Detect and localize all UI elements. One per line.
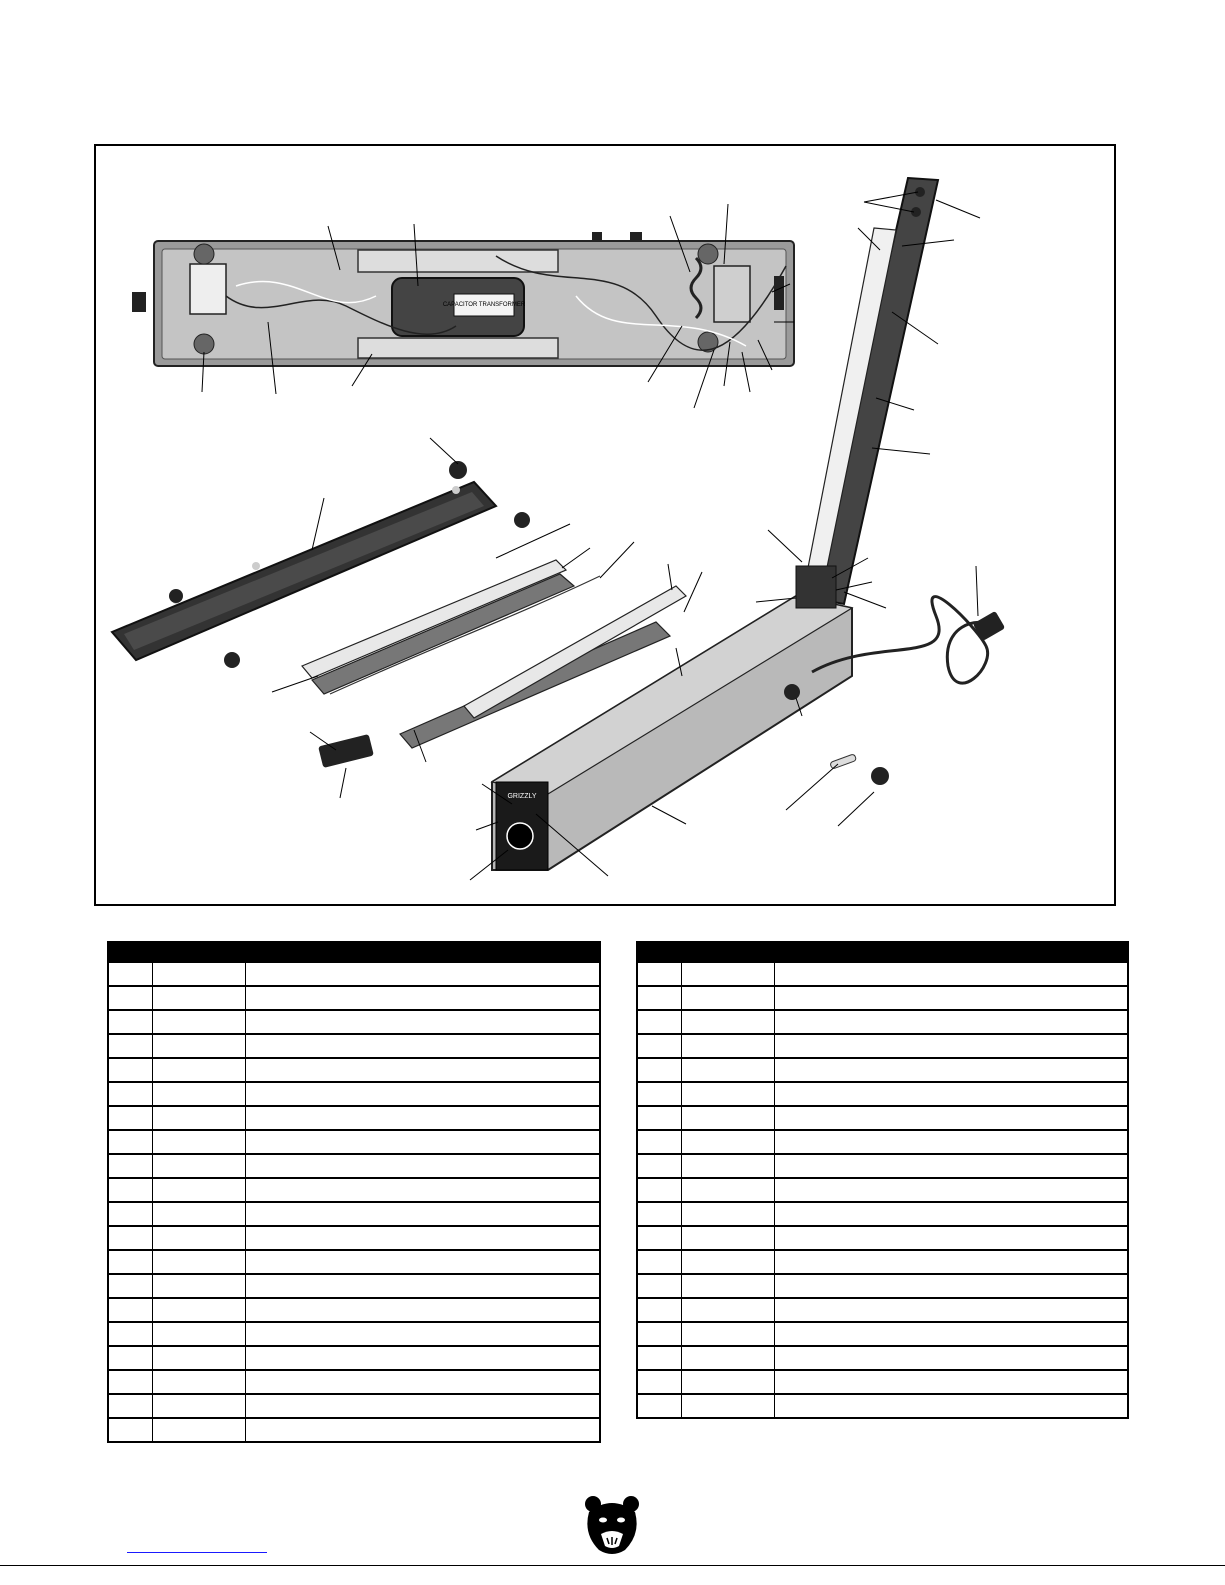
rubber-foot <box>514 512 530 528</box>
part-number-column-header <box>152 942 245 963</box>
ref-cell <box>637 1226 681 1250</box>
description-cell <box>245 963 600 986</box>
table-row <box>637 1250 1128 1274</box>
ref-cell <box>108 1034 152 1058</box>
ref-cell <box>108 1106 152 1130</box>
part-number-cell <box>152 1346 245 1370</box>
description-column-header <box>245 942 600 963</box>
table-row <box>108 1154 600 1178</box>
part-number-cell <box>681 1082 774 1106</box>
table-row <box>637 1394 1128 1418</box>
table-row <box>108 1034 600 1058</box>
description-column-header <box>774 942 1128 963</box>
table-row <box>637 1034 1128 1058</box>
ref-cell <box>108 1394 152 1418</box>
part-number-cell <box>681 1298 774 1322</box>
part-number-cell <box>152 1178 245 1202</box>
part-number-cell <box>152 1418 245 1442</box>
description-cell <box>774 1322 1128 1346</box>
part-number-cell <box>152 1010 245 1034</box>
part-number-cell <box>681 1010 774 1034</box>
footer-link-underline[interactable] <box>127 1552 267 1553</box>
description-cell <box>774 1082 1128 1106</box>
ref-cell <box>108 1298 152 1322</box>
part-number-cell <box>681 963 774 986</box>
table-row <box>108 1106 600 1130</box>
description-cell <box>245 1130 600 1154</box>
part-number-cell <box>152 1322 245 1346</box>
ref-cell <box>637 1346 681 1370</box>
rubber-foot <box>224 652 240 668</box>
part-number-cell <box>152 1226 245 1250</box>
description-cell <box>774 1394 1128 1418</box>
ref-cell <box>108 1082 152 1106</box>
ref-cell <box>637 1394 681 1418</box>
table-row <box>108 1250 600 1274</box>
ref-cell <box>637 1202 681 1226</box>
description-cell <box>774 1346 1128 1370</box>
ref-cell <box>637 963 681 986</box>
table-row <box>108 1058 600 1082</box>
description-cell <box>245 1010 600 1034</box>
table-row <box>108 1394 600 1418</box>
table-row <box>637 1154 1128 1178</box>
table-row <box>637 963 1128 986</box>
table-row <box>108 1298 600 1322</box>
ref-cell <box>637 1274 681 1298</box>
ref-cell <box>637 1178 681 1202</box>
ref-cell <box>637 1034 681 1058</box>
part-number-cell <box>152 1154 245 1178</box>
part-number-cell <box>152 986 245 1010</box>
ref-cell <box>637 986 681 1010</box>
part-number-cell <box>152 1202 245 1226</box>
table-row <box>108 1082 600 1106</box>
ref-column-header <box>637 942 681 963</box>
description-cell <box>774 1226 1128 1250</box>
table-row <box>637 1106 1128 1130</box>
description-cell <box>774 1370 1128 1394</box>
ref-cell <box>108 1418 152 1442</box>
knob-shaft <box>132 292 146 312</box>
description-cell <box>245 1226 600 1250</box>
description-cell <box>774 1274 1128 1298</box>
part-number-cell <box>681 986 774 1010</box>
description-cell <box>774 963 1128 986</box>
description-cell <box>774 1154 1128 1178</box>
microswitch <box>714 266 750 322</box>
ref-cell <box>637 1082 681 1106</box>
table-row <box>108 1346 600 1370</box>
table-header-row <box>637 942 1128 963</box>
description-cell <box>245 1106 600 1130</box>
ref-cell <box>108 1322 152 1346</box>
ref-cell <box>108 1178 152 1202</box>
description-cell <box>245 1394 600 1418</box>
description-cell <box>774 1298 1128 1322</box>
part-number-cell <box>681 1394 774 1418</box>
ref-cell <box>637 1130 681 1154</box>
panel-label: GRIZZLY <box>507 793 537 800</box>
ref-cell <box>637 1250 681 1274</box>
description-cell <box>245 1346 600 1370</box>
description-cell <box>245 1298 600 1322</box>
description-cell <box>774 986 1128 1010</box>
table-row <box>637 1274 1128 1298</box>
description-cell <box>774 1106 1128 1130</box>
description-cell <box>245 1370 600 1394</box>
ref-cell <box>637 1154 681 1178</box>
description-cell <box>245 1154 600 1178</box>
table-row <box>108 1226 600 1250</box>
ref-cell <box>108 963 152 986</box>
spare-knob <box>871 767 889 785</box>
parts-list-table-left <box>107 941 601 1443</box>
description-cell <box>245 1178 600 1202</box>
table-row <box>108 1202 600 1226</box>
description-cell <box>245 1250 600 1274</box>
upper-sealing-arm <box>796 178 938 608</box>
table-header-row <box>108 942 600 963</box>
table-row <box>108 1322 600 1346</box>
description-cell <box>245 1058 600 1082</box>
transformer-label: CAPACITOR TRANSFORMER <box>442 302 526 308</box>
part-number-cell <box>152 1034 245 1058</box>
description-cell <box>774 1010 1128 1034</box>
ref-cell <box>637 1010 681 1034</box>
description-cell <box>245 1082 600 1106</box>
ref-cell <box>108 986 152 1010</box>
table-row <box>637 1058 1128 1082</box>
part-number-cell <box>152 1394 245 1418</box>
table-row <box>108 986 600 1010</box>
part-number-cell <box>681 1130 774 1154</box>
part-number-cell <box>681 1034 774 1058</box>
power-indicator <box>784 684 800 700</box>
table-row <box>637 1322 1128 1346</box>
ref-cell <box>637 1298 681 1322</box>
table-row <box>637 1130 1128 1154</box>
ref-cell <box>108 1274 152 1298</box>
table-row <box>108 1130 600 1154</box>
table-row <box>637 1010 1128 1034</box>
part-number-cell <box>681 1202 774 1226</box>
table-row <box>108 1178 600 1202</box>
table-row <box>637 1082 1128 1106</box>
ref-cell <box>108 1058 152 1082</box>
element-retainer-strip <box>302 560 566 678</box>
description-cell <box>774 1058 1128 1082</box>
parts-list-table-right <box>636 941 1129 1419</box>
table-row <box>637 1346 1128 1370</box>
part-number-cell <box>152 1058 245 1082</box>
table-row <box>637 1298 1128 1322</box>
ref-cell <box>108 1130 152 1154</box>
table-row <box>108 1274 600 1298</box>
table-row <box>637 1226 1128 1250</box>
part-number-cell <box>681 1274 774 1298</box>
ref-column-header <box>108 942 152 963</box>
description-cell <box>774 1130 1128 1154</box>
table-row <box>108 1370 600 1394</box>
ref-cell <box>637 1370 681 1394</box>
description-cell <box>245 1322 600 1346</box>
part-number-cell <box>152 1250 245 1274</box>
ref-cell <box>108 1346 152 1370</box>
part-number-cell <box>681 1058 774 1082</box>
table-row <box>108 1418 600 1442</box>
description-cell <box>774 1202 1128 1226</box>
fuse-holder <box>190 264 226 314</box>
part-number-cell <box>681 1370 774 1394</box>
description-cell <box>245 986 600 1010</box>
part-number-cell <box>152 1082 245 1106</box>
description-cell <box>245 1418 600 1442</box>
part-number-cell <box>152 1370 245 1394</box>
terminal-cover <box>318 734 374 768</box>
base-housing-interior <box>132 232 794 366</box>
table-row <box>637 1370 1128 1394</box>
exploded-parts-diagram <box>94 144 1116 906</box>
description-cell <box>774 1250 1128 1274</box>
timer-knob <box>507 823 533 849</box>
part-number-cell <box>681 1322 774 1346</box>
part-number-cell <box>681 1154 774 1178</box>
ref-cell <box>637 1058 681 1082</box>
fuse <box>830 754 857 769</box>
ref-cell <box>108 1154 152 1178</box>
ref-cell <box>108 1202 152 1226</box>
ref-cell <box>108 1226 152 1250</box>
rubber-foot <box>169 589 183 603</box>
table-row <box>108 963 600 986</box>
description-cell <box>774 1034 1128 1058</box>
part-number-cell <box>152 963 245 986</box>
table-row <box>637 1178 1128 1202</box>
table-row <box>108 1010 600 1034</box>
part-number-cell <box>681 1178 774 1202</box>
table-row <box>637 1202 1128 1226</box>
ref-cell <box>637 1322 681 1346</box>
part-number-cell <box>152 1298 245 1322</box>
description-cell <box>245 1034 600 1058</box>
part-number-cell <box>152 1130 245 1154</box>
table-row <box>637 986 1128 1010</box>
sealer-body <box>492 596 852 870</box>
ref-cell <box>108 1010 152 1034</box>
part-number-cell <box>152 1106 245 1130</box>
part-number-cell <box>681 1226 774 1250</box>
description-cell <box>245 1274 600 1298</box>
diagram-drawing <box>96 146 1114 904</box>
part-number-column-header <box>681 942 774 963</box>
ref-cell <box>637 1106 681 1130</box>
description-cell <box>774 1178 1128 1202</box>
part-number-cell <box>681 1250 774 1274</box>
part-number-cell <box>681 1346 774 1370</box>
part-number-cell <box>681 1106 774 1130</box>
footer-divider <box>0 1565 1225 1566</box>
ref-cell <box>108 1250 152 1274</box>
bear-head-icon <box>583 1494 641 1556</box>
part-number-cell <box>152 1274 245 1298</box>
description-cell <box>245 1202 600 1226</box>
ref-cell <box>108 1370 152 1394</box>
